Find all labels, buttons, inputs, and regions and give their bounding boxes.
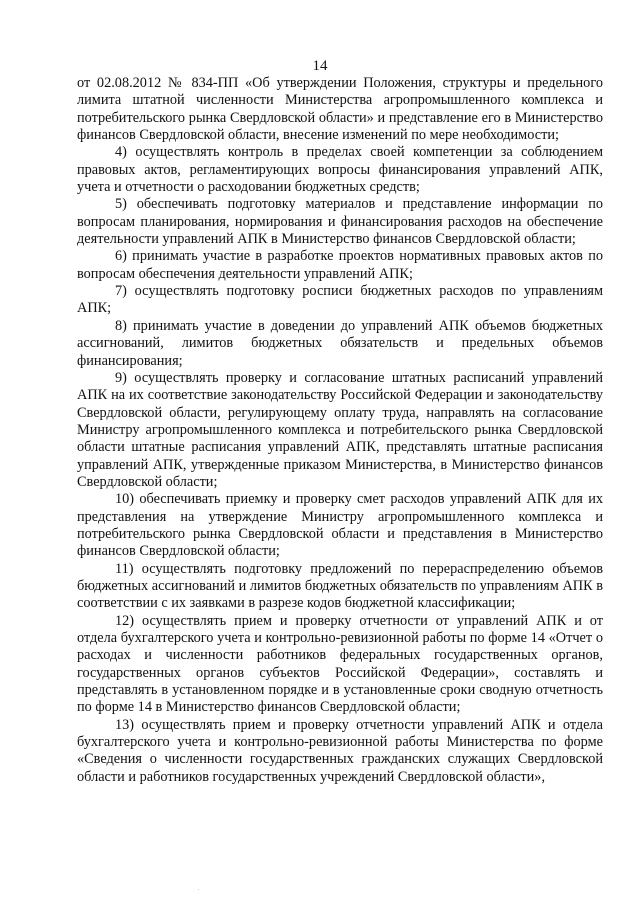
paragraph-item-4: 4) осуществлять контроль в пределах своей компетенции за соблюдением правовых актов, регламентирующих вопросы финансирования управлений АПК, учета и отчетности о расходовании бюджетных средств; — [77, 144, 603, 196]
paragraph-item-10: 10) обеспечивать приемку и проверку смет расходов управлений АПК для их представления на утверждение Министру агропромышленного комплекса и потребительского рынка Свердловской области и представления в Министерство финансов Свердловской области; — [77, 491, 603, 560]
paragraph-item-9: 9) осуществлять проверку и согласование штатных расписаний управлений АПК на их соответствие законодательству Российской Федерации и законодательству Свердловской области, регулирующему оплату труда, направлять на согласование Министру агропромышленного комплекса и потребительского рынка Свердловской области штатные расписания управлений АПК, представлять штатные расписания управлений АПК, утвержденные приказом Министерства, в Министерство финансов Свердловской области; — [77, 369, 603, 490]
paragraph-item-12: 12) осуществлять прием и проверку отчетности от управлений АПК и от отдела бухгалтерского учета и контрольно-ревизионной работы по форме 14 «Отчет о расходах и численности работников федеральных государственных органов, государственных органов субъектов Российской Федерации», составлять и представлять в установленном порядке и в установленные сроки сводную отчетность по форме 14 в Министерство финансов Свердловской области; — [77, 612, 603, 716]
document-body — [77, 75, 603, 786]
paragraph-item-5: 5) обеспечивать подготовку материалов и представление информации по вопросам планирования, нормирования и финансирования расходов на обеспечение деятельности управлений АПК в Министерство финансов Свердловской области; — [77, 196, 603, 248]
paragraph-intro-continuation: от 02.08.2012 № 834-ПП «Об утверждении Положения, структуры и предельного лимита штатной численности Министерства агропромышленного комплекса и потребительского рынка Свердловской области» и представление его в Министерство финансов Свердловской области, внесение изменений по мере необходимости; — [77, 75, 603, 144]
paragraph-item-8: 8) принимать участие в доведении до управлений АПК объемов бюджетных ассигнований, лимитов бюджетных обязательств и предельных объемов финансирования; — [77, 317, 603, 369]
page-number: 14 — [312, 58, 328, 74]
paragraph-item-6: 6) принимать участие в разработке проектов нормативных правовых актов по вопросам обеспечения деятельности управлений АПК; — [77, 248, 603, 282]
paragraph-item-11: 11) осуществлять подготовку предложений по перераспределению объемов бюджетных ассигнований и лимитов бюджетных обязательств по управлениям АПК в соответствии с их заявками в разрезе кодов бюджетной классификации; — [77, 560, 603, 612]
paragraph-item-7: 7) осуществлять подготовку росписи бюджетных расходов по управлениям АПК; — [77, 283, 603, 317]
paragraph-item-13: 13) осуществлять прием и проверку отчетности управлений АПК и отдела бухгалтерского учета и контрольно-ревизионной работы Министерства по форме «Сведения о численности государственных гражданских служащих Свердловской области и работников государственных учреждений Свердловской области», — [77, 716, 603, 785]
scan-artifact-dot — [198, 889, 199, 890]
